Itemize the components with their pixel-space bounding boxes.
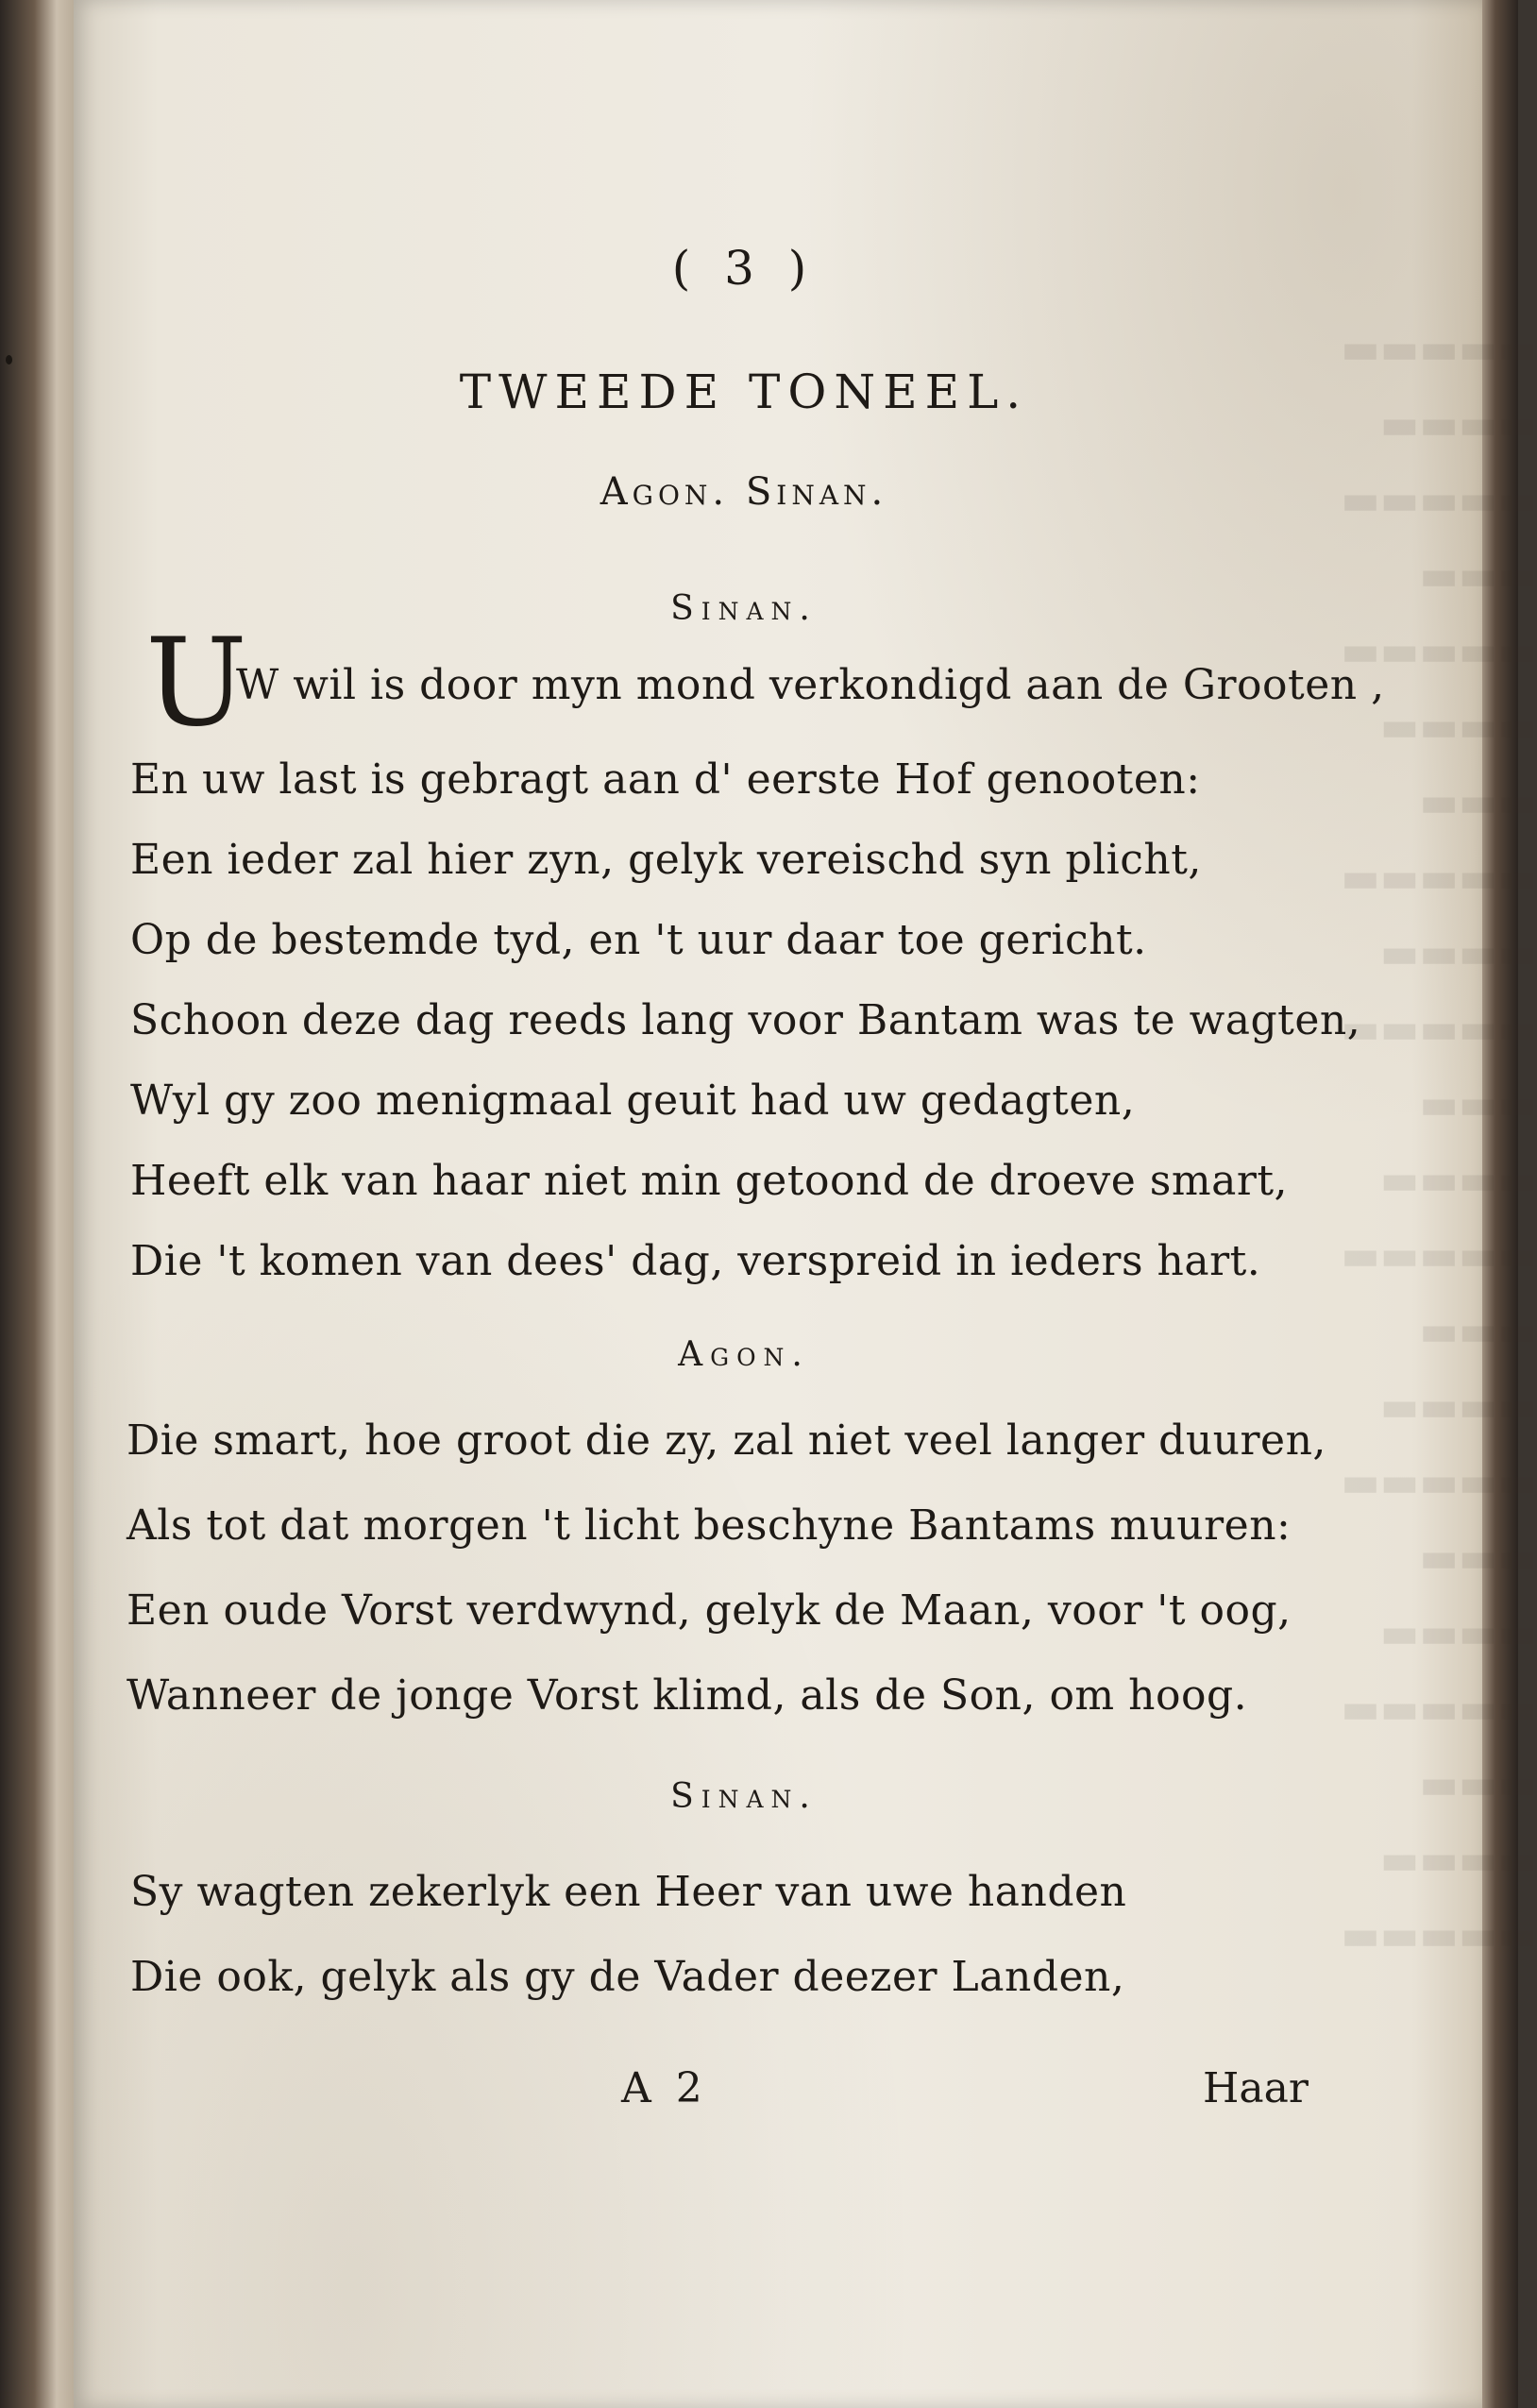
page-number: ( 3 )	[671, 241, 817, 296]
catchword: Haar	[1203, 2064, 1309, 2112]
verse-line: Wyl gy zoo menigmaal geuit had uw gedagten,	[130, 1077, 1136, 1125]
verse-line: Een oude Vorst verdwynd, gelyk de Maan, voor 't oog,	[127, 1586, 1292, 1635]
character-list: Agon. Sinan.	[600, 470, 888, 514]
verse-line: Een ieder zal hier zyn, gelyk vereischd syn plicht,	[130, 836, 1202, 884]
speaker-label: Agon.	[678, 1335, 810, 1374]
verse-line: Schoon deze dag reeds lang voor Bantam was te wagten,	[130, 996, 1361, 1044]
verse-line: W wil is door myn mond verkondigd aan de Grooten ,	[236, 661, 1385, 709]
verse-line: Heeft elk van haar niet min getoond de droeve smart,	[130, 1157, 1289, 1205]
verse-line: Als tot dat morgen 't licht beschyne Bantams muuren:	[127, 1501, 1292, 1550]
reverse-show-through: ▬▬▬▬▬ ▬▬▬▬ ▬▬▬▬▬ ▬▬▬ ▬▬▬▬▬ ▬▬▬▬ ▬▬▬ ▬▬▬▬▬ ▬▬▬▬ ▬▬▬▬▬ ▬▬▬ ▬▬▬▬ ▬▬▬▬▬ ▬▬▬ ▬▬▬▬ ▬▬▬▬▬ ▬▬▬ ▬▬▬▬ ▬▬▬▬▬ ▬▬▬ ▬▬▬▬ ▬▬▬▬▬	[1341, 325, 1537, 1959]
verse-line: En uw last is gebragt aan d' eerste Hof genooten:	[130, 755, 1201, 804]
scene-title: TWEEDE TONEEL.	[459, 365, 1029, 419]
verse-line: Wanneer de jonge Vorst klimd, als de Son, om hoog.	[127, 1671, 1248, 1720]
verse-line: Op de bestemde tyd, en 't uur daar toe gericht.	[130, 916, 1147, 964]
page-text	[74, 0, 1482, 2408]
drop-cap: U	[145, 613, 247, 754]
verse-line: Die ook, gelyk als gy de Vader deezer Landen,	[130, 1953, 1125, 2001]
verse-line: Sy wagten zekerlyk een Heer van uwe handen	[130, 1868, 1127, 1916]
signature-mark: A 2	[621, 2064, 708, 2112]
speaker-label: Sinan.	[670, 1777, 818, 1816]
book-page	[74, 0, 1537, 2408]
spine-mark	[6, 355, 12, 365]
verse-line: Die smart, hoe groot die zy, zal niet veel langer duuren,	[127, 1416, 1326, 1465]
speaker-label: Sinan.	[670, 589, 818, 628]
book-spine	[0, 0, 76, 2408]
verse-line: Die 't komen van dees' dag, verspreid in ieders hart.	[130, 1237, 1261, 1285]
